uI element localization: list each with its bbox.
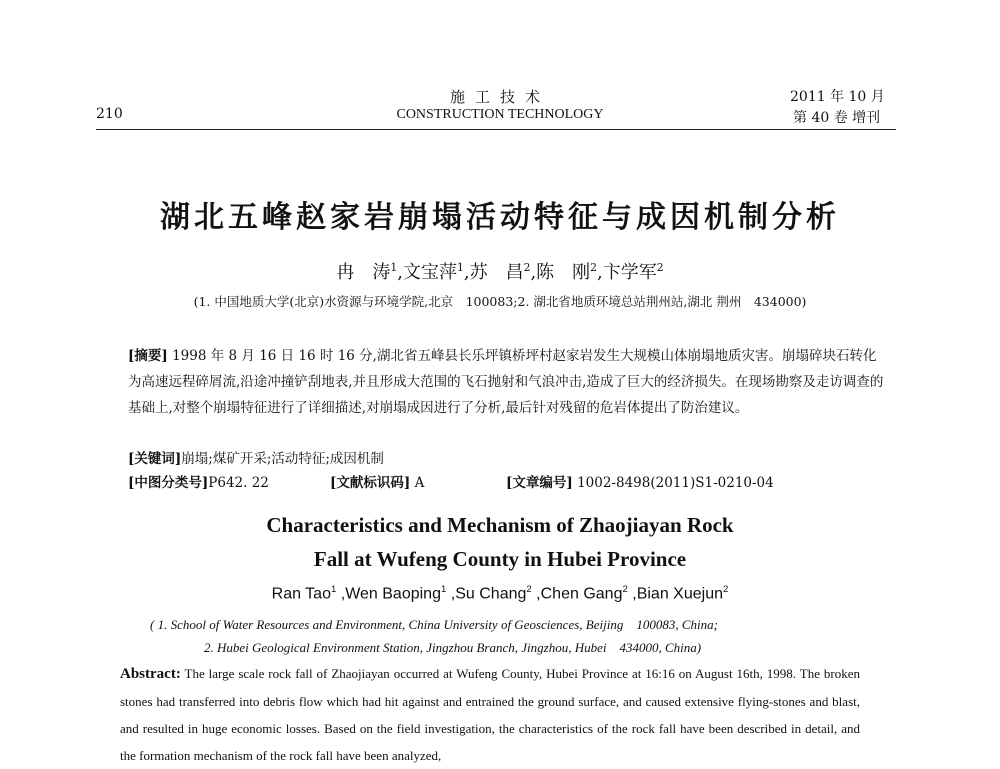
article-number bbox=[506, 470, 774, 496]
abstract-cn bbox=[128, 343, 888, 421]
affiliation-en-2: 2. Hubei Geological Environment Station, Jingzhou Branch, Jingzhou, Hubei 434000, China) bbox=[204, 640, 702, 655]
cn-author-name: 苏 昌 bbox=[469, 262, 524, 283]
paper-title-en-line1: Characteristics and Mechanism of Zhaojiayan Rock bbox=[266, 513, 734, 537]
authors-en bbox=[0, 584, 1000, 603]
abstract-en-text: The large scale rock fall of Zhaojiayan occurred at Wufeng County, Hubei Province at 16:16 on August 16th, 1998. The broken stones had transferred into debris flow which had hit against and entrained the ground surface, and caused extensive flying-stones and blast, and resulted in huge economic losses. Based on the field investigation, the characteristics of the rock fall have been described in detail, and the formation mechanism of the rock fall have been analyzed, bbox=[120, 666, 860, 763]
journal-title-en: CONSTRUCTION TECHNOLOGY bbox=[396, 107, 604, 122]
en-author-name: Bian Xuejun bbox=[636, 585, 723, 603]
abstract-en-label: Abstract: bbox=[120, 666, 181, 682]
article-number-label: [文章编号] bbox=[506, 475, 573, 491]
clc-label: [中图分类号] bbox=[128, 475, 209, 491]
en-author-separator: , bbox=[446, 585, 456, 603]
document-code bbox=[330, 470, 424, 496]
en-author-separator: , bbox=[531, 585, 541, 603]
en-author-affil-mark: 1 bbox=[330, 584, 337, 595]
en-author-affil-mark: 2 bbox=[622, 584, 628, 595]
cn-author-affil-mark: 2 bbox=[656, 261, 664, 274]
en-author-separator: , bbox=[627, 585, 637, 603]
en-author-affil-mark: 1 bbox=[440, 584, 447, 595]
paper-title-en-line2: Fall at Wufeng County in Hubei Province bbox=[313, 547, 687, 571]
cn-author-name: 陈 刚 bbox=[536, 262, 591, 283]
en-author-separator: , bbox=[336, 585, 346, 603]
en-author-name: Chen Gang bbox=[540, 585, 623, 603]
en-author-affil-mark: 2 bbox=[723, 584, 729, 595]
affiliation-en-1: ( 1. School of Water Resources and Environment, China University of Geosciences, Beijing 100083, China; bbox=[150, 617, 718, 632]
cn-author-separator: , bbox=[530, 262, 537, 283]
cn-author-name: 文宝萍 bbox=[402, 262, 457, 283]
cn-author-affil-mark: 2 bbox=[523, 261, 531, 274]
paper-title-cn: 湖北五峰赵家岩崩塌活动特征与成因机制分析 bbox=[160, 200, 840, 235]
issue-date: 2011 年 10 月 bbox=[790, 89, 885, 105]
en-author-affil-mark: 2 bbox=[526, 584, 532, 595]
paper-title-en bbox=[0, 508, 1000, 576]
article-number-value: 1002-8498(2011)S1-0210-04 bbox=[577, 475, 774, 491]
affiliation-cn: (1. 中国地质大学(北京)水资源与环境学院,北京 100083;2. 湖北省地质环境总站荆州站,湖北 荆州 434000) bbox=[193, 294, 807, 309]
en-author-name: Su Chang bbox=[455, 585, 527, 603]
volume-info: 第 40 卷 增刊 bbox=[793, 110, 881, 126]
cn-author-separator: , bbox=[597, 262, 603, 283]
en-author-name: Wen Baoping bbox=[345, 585, 441, 603]
keywords-cn-text: 崩塌;煤矿开采;活动特征;成因机制 bbox=[181, 451, 384, 467]
clc-number bbox=[128, 470, 269, 496]
journal-title-cn: 施工技术 bbox=[449, 88, 550, 106]
authors-cn bbox=[0, 258, 1000, 284]
clc-value: P642. 22 bbox=[208, 475, 269, 491]
cn-author-name: 卞学军 bbox=[602, 262, 657, 283]
cn-author-affil-mark: 1 bbox=[390, 261, 398, 274]
cn-author-separator: , bbox=[463, 262, 470, 283]
cn-author-separator: , bbox=[397, 262, 403, 283]
cn-author-affil-mark: 1 bbox=[456, 261, 464, 274]
page-number: 210 bbox=[96, 106, 123, 122]
cn-author-affil-mark: 2 bbox=[590, 261, 598, 274]
document-code-value: A bbox=[414, 475, 425, 491]
keywords-cn bbox=[128, 446, 888, 472]
abstract-en bbox=[120, 660, 860, 769]
keywords-cn-label: [关键词] bbox=[128, 451, 182, 467]
document-code-label: [文献标识码] bbox=[330, 475, 411, 491]
classification-row bbox=[128, 470, 888, 496]
header-divider bbox=[96, 129, 896, 130]
cn-author-name: 冉 涛 bbox=[336, 262, 391, 283]
en-author-name: Ran Tao bbox=[271, 585, 331, 603]
abstract-cn-label: [摘要] bbox=[128, 348, 168, 364]
abstract-cn-text: 1998 年 8 月 16 日 16 时 16 分,湖北省五峰县长乐坪镇桥坪村赵家岩发生大规模山体崩塌地质灾害。崩塌碎块石转化为高速远程碎屑流,沿途冲撞铲刮地表,并且形成大范围的飞石抛射和气浪冲击,造成了巨大的经济损失。在现场勘察及走访调查的基础上,对整个崩塌特征进行了详细描述,对崩塌成因进行了分析,最后针对残留的危岩体提出了防治建议。 bbox=[128, 348, 884, 416]
